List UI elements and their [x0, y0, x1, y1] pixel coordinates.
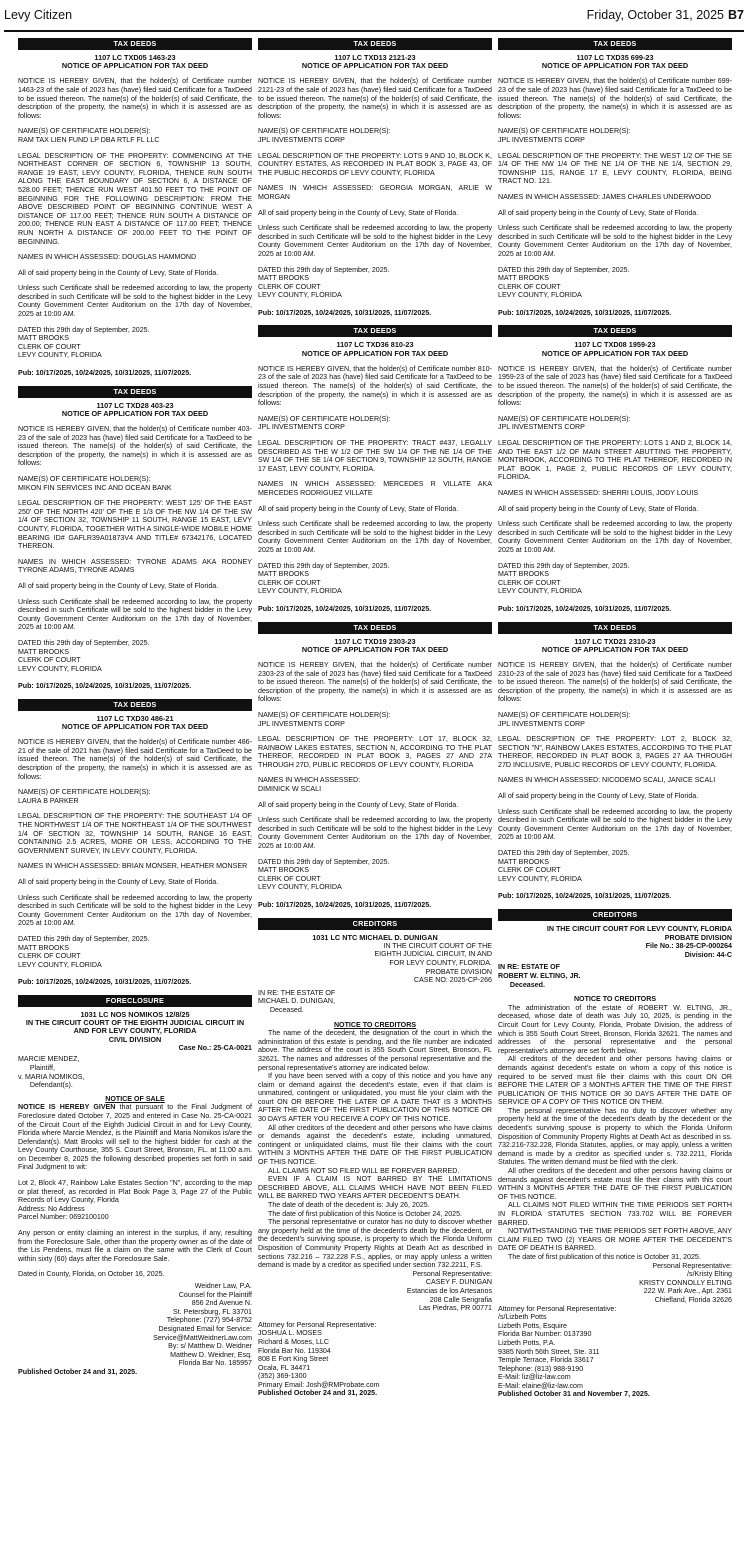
signature-county: LEVY COUNTY, FLORIDA [498, 874, 582, 883]
signature-name: MATT BROOKS [18, 647, 69, 656]
signature-county: LEVY COUNTY, FLORIDA [18, 960, 102, 969]
notice-title: NOTICE OF APPLICATION FOR TAX DEED [301, 644, 449, 654]
intro-text: NOTICE IS HEREBY GIVEN, that the holder(s) of Certificate number 1463-23 [18, 77, 252, 94]
notice-2121 [258, 38, 492, 317]
section-bar: CREDITORS [258, 918, 492, 930]
court-name: IN THE CIRCUIT COURT OF THE EIGHTH JUDICIAL CIRCUIT IN AND FOR LEVY COUNTY, FLORIDA CIVIL DIVISION [25, 1018, 245, 1044]
notice-title: NOTICE OF SALE [105, 1094, 165, 1103]
notice-intro: NOTICE IS HEREBY GIVEN, that the holder(s) of Certificate number 486-21 of the sale of 2021 has (have) filed said Certificate for a TaxDeed to be issued thereon. The name(s) of the holder(s) of said Certificate, the description of the property, the name(s) in which it is assessed are as follows: [18, 738, 252, 781]
personal-representative: Personal Representative: /s/Kristy Elting KRISTY CONNOLLY ELTING 222 W. Park Ave., Apt. 2361 Chiefland, Florida 32626 [639, 1261, 732, 1304]
case-number: 1107 LC TXD05 1463-23 [94, 53, 176, 62]
notice-elting [498, 909, 732, 1399]
notice-title: NOTICE OF APPLICATION FOR TAX DEED [541, 61, 689, 71]
paragraph: The administration of the estate of ROBERT W. ELTING, JR., deceased, whose date of death was July 10, 2025, is pending in the Circuit Court for Levy County, Florida, Probate Division, the address of which is 355 South Court Street, Bronson, Florida 32621. The names and addresses of the personal representative and the personal representative's attorney are set forth below. [498, 1003, 732, 1055]
paragraph: If you have been served with a copy of this notice and you have any claim or demand against the decedent's estate, even if that claim is unmatured, contingent or unliquidated, you must file your claim with the court ON OR BEFORE THE LATER OF A DATE THAT IS 3 MONTHS AFTER THE DATE OF THE FIRST PUBLICATION OF THIS NOTICE OR 30 DAYS AFTER YOU RECEIVE A COPY OF THIS NOTICE. [258, 1072, 492, 1124]
assessed-names: NAMES IN WHICH ASSESSED: JAMES CHARLES UNDERWOOD [498, 192, 712, 201]
lead-text: NOTICE IS HEREBY GIVEN [18, 1103, 116, 1112]
dated: DATED this 29th day of September, 2025. [258, 265, 390, 274]
case-number: 1031 LC NTC MICHAEL D. DUNIGAN [312, 932, 438, 942]
pub-dates: Pub: 10/17/2025, 10/24/2025, 10/31/2025, 11/07/2025. [18, 682, 192, 691]
pub-dates: Pub: 10/17/2025, 10/24/2025, 10/31/2025, 11/07/2025. [498, 604, 672, 613]
notice-intro [258, 77, 492, 120]
dated: DATED this 29th day of September, 2025. [18, 638, 150, 647]
intro-suffix: of the sale of 2023 has (have) filed said Certificate for a TaxDeed to be issued thereon. The name(s) of the holder(s) of said Certificate, the description of the property, the name(s) in which it is assessed are as follows: [258, 669, 492, 704]
county-line: All of said property being in the County of Levy, State of Florida. [258, 800, 459, 809]
signature-county: LEVY COUNTY, FLORIDA [258, 291, 342, 300]
signature-title: CLERK OF COURT [498, 578, 561, 587]
signature-county: LEVY COUNTY, FLORIDA [18, 664, 102, 673]
column-1 [18, 38, 252, 1377]
case-number: 1107 LC TXD30 486-21 [96, 713, 174, 723]
column-3 [498, 38, 732, 1399]
court-name: IN THE CIRCUIT COURT OF THE EIGHTH JUDICIAL CIRCUIT, IN AND FOR LEVY COUNTY, FLORIDA. PROBATE DIVISION CASE NO: 2025-CP-266 [374, 941, 492, 985]
intro-suffix: of the sale of 2023 has (have) filed said Certificate for a TaxDeed to be issued thereon. The name(s) of the holder(s) of said Certificate, the description of the property, the name(s) in which it is assessed are as follows: [498, 669, 732, 704]
notice-title: NOTICE OF APPLICATION FOR TAX DEED [61, 61, 209, 71]
legal-description: LEGAL DESCRIPTION OF THE PROPERTY: LOTS 1 AND 2, BLOCK 14, AND THE EAST 1/2 OF MAIN STREET ABUTTING THE PROPERTY, MONTBROOK, ACCORDING TO THE PLAT THEREOF, RECORDED IN PLAT BOOK 1, PAGE 2, PUBLIC RECORDS OF LEVY COUNTY, FLORIDA. [498, 439, 732, 482]
signature-name: MATT BROOKS [498, 857, 549, 866]
dated: Dated in County, Florida, on October 16, 2025. [18, 1270, 165, 1279]
intro-text: NOTICE IS HEREBY GIVEN, that the holder(s) of Certificate number 2121-23 [258, 77, 492, 94]
assessed-names: NAMES IN WHICH ASSESSED: NICODEMO SCALI, JANICE SCALI [498, 776, 716, 785]
notice-intro [258, 661, 492, 704]
intro-suffix: of the sale of 2023 has (have) filed said Certificate for a TaxDeed to be issued thereon. The name(s) of the holder(s) of said Certificate, the description of the property, the name(s) in which it is assessed are as follows: [258, 373, 492, 408]
holder: NAME(S) OF CERTIFICATE HOLDER(S): LAURA B PARKER [18, 788, 151, 805]
intro-suffix: of the sale of 2023 has (have) filed said Certificate for a TaxDeed to be issued thereon. The name(s) of the holder(s) of said Certificate, the description of the property, the name(s) in which it is assessed are as follows: [258, 86, 492, 120]
notice-title: NOTICE OF APPLICATION FOR TAX DEED [61, 408, 209, 418]
dated: DATED this 29th day of September, 2025. [498, 849, 630, 858]
signature-county: LEVY COUNTY, FLORIDA [258, 883, 342, 892]
signature-name: MATT BROOKS [258, 274, 309, 283]
section-bar: TAX DEEDS [258, 38, 492, 50]
section-bar: TAX DEEDS [498, 325, 732, 337]
section-bar: FORECLOSURE [18, 995, 252, 1007]
pub-dates: Pub: 10/17/2025, 10/24/2025, 10/31/2025, 11/07/2025. [258, 604, 432, 613]
signature-county: LEVY COUNTY, FLORIDA [258, 587, 342, 596]
notice-dunigan [258, 918, 492, 1398]
signature-title: CLERK OF COURT [498, 282, 561, 291]
paragraph: All other creditors of the decedent and other persons having claims or demands against decedent's estate must file their claims with this court WITHIN 3 MONTHS AFTER THE DATE OF THE FIRST PUBLICATION OF THIS NOTICE. [498, 1167, 732, 1201]
issue-date [587, 8, 744, 22]
case-number: 1031 LC NOS NOMIKOS 12/8/25 [80, 1009, 190, 1019]
notice-810 [258, 325, 492, 613]
redeem-text: Unless such Certificate shall be redeemed according to law, the property described in such Certificate will be sold to the highest bidder in the Levy County Government Center Auditorium on the 17th day of November, 2025 at 10:00 AM. [18, 284, 252, 319]
signature-county: LEVY COUNTY, FLORIDA [498, 291, 582, 300]
case-number: 1107 LC TXD35 699-23 [576, 53, 654, 62]
signature-name: MATT BROOKS [498, 570, 549, 579]
legal-description: LEGAL DESCRIPTION OF THE PROPERTY: LOT 17, BLOCK 32, RAINBOW LAKES ESTATES, SECTION N, ACCORDING TO THE PLAT THEREOF, RECORDED IN PLAT BOOK 3, PAGES 27 AND 27A THROUGH 27D, PUBLIC RECORDS OF LEVY COUNTY, FLORIDA [258, 735, 492, 769]
section-bar: TAX DEEDS [258, 622, 492, 634]
holder: NAME(S) OF CERTIFICATE HOLDER(S): JPL INVESTMENTS CORP [498, 127, 631, 144]
county-line: All of said property being in the County of Levy, State of Florida. [498, 792, 699, 801]
signature-title: CLERK OF COURT [18, 952, 81, 961]
notice-2303 [258, 622, 492, 910]
assessed-names: NAMES IN WHICH ASSESSED: MERCEDES R VILLATE AKA MERCEDES RODRIGUEZ VILLATE [258, 480, 492, 497]
section-bar: TAX DEEDS [18, 699, 252, 711]
dated: DATED this 29th day of September, 2025. [498, 265, 630, 274]
paragraph: The date of death of the decedent is: July 26, 2025. [268, 1201, 430, 1210]
redeem-text: Unless such Certificate shall be redeemed according to law, the property described in such Certificate will be sold to the highest bidder in the Levy County Government Center Auditorium on the 17th day of November, 2025 at 10:00 AM. [258, 520, 492, 554]
pub-dates: Pub: 10/17/2025, 10/24/2025, 10/31/2025, 11/07/2025. [258, 308, 432, 317]
redeem-text: Unless such Certificate shall be redeemed according to law, the property described in such Certificate will be sold to the highest bidder in the Levy County Government Center Auditorium on the 17th day of November, 2025 at 10:00 AM. [498, 807, 732, 842]
body-text: that pursuant to the Final Judgment of Foreclosure dated October 7, 2025 and entered in Case No. 25-CA-0021 of the Circuit Court of the Eighth Judicial Circuit in and for Levy County, Florida where Marcie Mendez, is the Plaintiff and Maria Nomikos is/are the Defendant(s). Matt Brooks will sell to the highest bidder for cash at the Levy County Courthouse, 355 S. Court Street, Bronson, FL. at 11:00 a.m. on December 8, 2025 the following described properties set forth in said Final Judgment to wit: [18, 1103, 252, 1172]
county-line: All of said property being in the County of Levy, State of Florida. [18, 878, 219, 886]
assessed-names: NAMES IN WHICH ASSESSED: DOUGLAS HAMMOND [18, 253, 197, 262]
holder: NAME(S) OF CERTIFICATE HOLDER(S): JPL INVESTMENTS CORP [258, 710, 391, 728]
paragraph: The name of the decedent, the designation of the court in which the administration of this estate is pending, and the file number are indicated above. The address of the court is 355 South Court Street, Bronson, FL 32621. The names and addresses of the personal representative and the personal representative's attorney are indicated below. [258, 1029, 492, 1072]
court-name: IN THE CIRCUIT COURT FOR LEVY COUNTY, FLORIDA PROBATE DIVISION File No.: 38-25-CP-000264 Division: 44-C [546, 925, 732, 959]
paragraph: The personal representative has no duty to discover whether any property held at the time of the decedent's death by the decedent or the decedent's surviving spouse is property to which the Florida Uniform Disposition of Community Property Rights at Death Act as described in ss. 732.216-732.228, Florida Statutes, applies, or may apply, unless a written demand is made by a creditor as specified under s. 732.2211, Florida Statutes. The written demand must be filed with the clerk. [498, 1106, 732, 1167]
notice-intro [498, 77, 732, 120]
notice-title: NOTICE OF APPLICATION FOR TAX DEED [61, 722, 209, 732]
section-bar: TAX DEEDS [258, 325, 492, 337]
published: Published October 24 and 31, 2025. [258, 1389, 378, 1398]
signature-title: CLERK OF COURT [258, 578, 321, 587]
holder: NAME(S) OF CERTIFICATE HOLDER(S): JPL INVESTMENTS CORP [498, 414, 631, 432]
notice-1463 [18, 38, 252, 378]
notice-body [18, 1103, 252, 1172]
case-number: 1107 LC TXD21 2310-23 [574, 636, 656, 646]
signature-name: MATT BROOKS [498, 274, 549, 283]
estate-of: IN RE: THE ESTATE OF MICHAEL D. DUNIGAN, Deceased. [258, 988, 336, 1014]
signature-county: LEVY COUNTY, FLORIDA [18, 351, 102, 360]
signature-name: MATT BROOKS [258, 570, 309, 579]
signature-title: CLERK OF COURT [18, 656, 81, 665]
paragraph: NOTWITHSTANDING THE TIME PERIODS SET FORTH ABOVE, ANY CLAIM FILED TWO (2) YEARS OR MORE AFTER THE DECEDENT'S DATE OF DEATH IS BARRED. [498, 1227, 733, 1253]
notice-foreclosure [18, 995, 252, 1377]
county-line: All of said property being in the County of Levy, State of Florida. [498, 208, 699, 217]
notice-intro [18, 77, 252, 120]
notice-2310 [498, 622, 732, 901]
case-number: 1107 LC TXD28 403-23 [96, 400, 174, 410]
paragraph: All other creditors of the decedent and other persons who have claims or demands against the decedent's estate, including unmatured, contingent or unliquidated claims, must file their claims with the court WITHIN 3 MONTHS AFTER THE DATE OF THE FIRST PUBLICATION OF THIS NOTICE. [258, 1123, 492, 1167]
signature-title: CLERK OF COURT [258, 282, 321, 291]
intro-suffix: of the sale of 2023 has (have) filed said Certificate for a TaxDeed to be issued thereon. The name(s) of the holder(s) of said Certificate, the description of the property, the name(s) in which it is assessed are as follows: [18, 86, 252, 120]
published: Published October 31 and November 7, 2025. [498, 1390, 650, 1399]
dated: DATED this 29th day of September, 2025. [258, 857, 390, 866]
county-line: All of said property being in the County of Levy, State of Florida. [258, 504, 459, 513]
case-number: 1107 LC TXD13 2121-23 [334, 53, 416, 62]
redeem-text: Unless such Certificate shall be redeemed according to law, the property described in such Certificate will be sold to the highest bidder in the Levy County Government Center Auditorium on the 17th day of November, 2025 at 10:00 AM. [18, 893, 252, 928]
dated: DATED this 29th day of September, 2025. [498, 561, 630, 570]
holder: NAME(S) OF CERTIFICATE HOLDER(S): RAM TAX LIEN FUND LP DBA RTLF FL LLC [18, 127, 160, 144]
signature-title: CLERK OF COURT [258, 874, 321, 883]
signature-name: MATT BROOKS [18, 943, 69, 952]
personal-representative: Personal Representative: CASEY F. DUNIGAN Estancias de los Artesanos 208 Calle Serigrafia Las Piedras, PR 00771 [406, 1269, 492, 1313]
assessed-names: NAMES IN WHICH ASSESSED: DIMINICK W SCALI [258, 776, 361, 794]
legal-description: LEGAL DESCRIPTION OF THE PROPERTY: COMMENCING AT THE NORTHEAST CORNER OF SECTION 6, TOWNSHIP 13 SOUTH, RANGE 19 EAST, LEVY COUNTY, FLORIDA, THENCE RUN SOUTH ALONG THE EAST BOUNDARY OF SECTION 6, A DISTANCE OF 528.00 FEET; THENCE RUN WEST 401.50 FEET TO THE POINT OF BEGINNING FOR THE FOLLOWING DESCRIPTION: FROM THE ABOVE DESCRIBED POINT OF BEGINNING CONTINUE WEST A DISTANCE OF 117.00 FEET; THENCE RUN SOUTH A DISTANCE OF 200.00; THENCE RUN EAST A DISTANCE OF 117.00 FEET; THENCE RUN NORTH A DISTANCE OF 200.00 FEET TO THE POINT OF BEGINNING. [18, 151, 252, 246]
pub-dates: Pub: 10/17/2025, 10/24/2025, 10/31/2025, 11/07/2025. [258, 901, 432, 909]
county-line: All of said property being in the County of Levy, State of Florida. [258, 208, 459, 217]
section-bar: TAX DEEDS [498, 38, 732, 50]
intro-text: NOTICE IS HEREBY GIVEN, that the holder(s) of Certificate number 2310-23 [498, 660, 732, 678]
section-bar: CREDITORS [498, 909, 732, 921]
section-bar: TAX DEEDS [18, 38, 252, 50]
section-bar: TAX DEEDS [18, 386, 252, 398]
redeem-text: Unless such Certificate shall be redeemed according to law, the property described in such Certificate will be sold to the highest bidder in the Levy County Government Center Auditorium on the 17th day of November, 2025 at 10:00 AM. [258, 816, 492, 851]
intro-text: NOTICE IS HEREBY GIVEN, that the holder(s) of Certificate number 403-23 [18, 425, 252, 442]
attorney: Attorney for Personal Representative: /s/Lizbeth Potts Lizbeth Potts, Esquire Florida Bar Number: 0137390 Lizbeth Potts, P.A. 9385 North 56th Street, Ste. 311 Temple Terrace, Florida 33617 Telephone: (813) 988-9190 E-Mail: liz@liz-law.com E-Mail: elaine@liz-law.com [498, 1304, 617, 1390]
legal-description: LEGAL DESCRIPTION OF THE PROPERTY: LOTS 9 AND 10, BLOCK K, COUNTRY ESTATES, AS RECORDED IN PLAT BOOK 3, PAGE 43, OF THE PUBLIC RECORDS OF LEVY COUNTY, FLORIDA [258, 151, 492, 177]
legal-description: LEGAL DESCRIPTION OF THE PROPERTY: TRACT #437, LEGALLY DESCRIBED AS THE W 1/2 OF THE SW 1/4 OF THE NE 1/4 OF THE SW 1/4 OF THE SE 1/4 OF SECTION 9, TOWNSHIP 12 SOUTH, RANGE 17 EAST, LEVY COUNTY, FLORIDA. [258, 439, 492, 473]
pub-dates: Pub: 10/17/2025, 10/24/2025, 10/31/2025, 11/07/2025. [498, 892, 672, 901]
paragraph: ALL CLAIMS NOT FILED WITHIN THE TIME PERIODS SET FORTH IN FLORIDA STATUTES SECTION 733.702 WILL BE FOREVER BARRED. [498, 1201, 732, 1227]
legal-description: LEGAL DESCRIPTION OF THE PROPERTY: THE SOUTHEAST 1/4 OF THE NORTHWEST 1/4 OF THE NORTHEAST 1/4 OF THE SOUTHWEST 1/4 OF SECTION 32, TOWNSHIP 14 SOUTH, RANGE 16 EAST, CONTAINING 2.5 ACRES, MORE OR LESS, ACCORDING TO THE GOVERNMENT SURVEY, IN LEVY COUNTY, FLORIDA. [18, 812, 252, 855]
case-no: Case No.: 25-CA-0021 [178, 1043, 252, 1052]
paragraph: ALL CLAIMS NOT SO FILED WILL BE FOREVER BARRED. [268, 1166, 460, 1175]
surplus-text: Any person or entity claiming an interest in the surplus, if any, resulting from the Foreclosure Sale, other than the property owner as of the date of the Lis Pendens, must file a claim on the same with the Clerk of Court within sixty (60) days after the Foreclosure Sale. [18, 1229, 252, 1263]
county-line: All of said property being in the County of Levy, State of Florida. [498, 504, 699, 513]
redeem-text: Unless such Certificate shall be redeemed according to law, the property described in such Certificate will be sold to the highest bidder in the Levy County Government Center Auditorium on the 17th day of November, 2025 at 10:00 AM. [258, 224, 492, 258]
notice-intro [498, 365, 732, 408]
intro-text: NOTICE IS HEREBY GIVEN, that the holder(s) of Certificate number 2303-23 [258, 660, 492, 678]
notice-intro [498, 661, 732, 704]
signature-title: CLERK OF COURT [498, 866, 561, 875]
holder: NAME(S) OF CERTIFICATE HOLDER(S): JPL INVESTMENTS CORP [258, 127, 391, 144]
column-2 [258, 38, 492, 1398]
redeem-text: Unless such Certificate shall be redeemed according to law, the property described in such Certificate will be sold to the highest bidder in the Levy County Government Center Auditorium on the 17th day of November, 2025 at 10:00 AM. [18, 597, 252, 632]
intro-suffix: of the sale of 2023 has (have) filed said Certificate for a TaxDeed to be issued thereon. The name(s) of the holder(s) of said Certificate, the description of the property, the name(s) in which it is assessed are as follows: [18, 433, 252, 468]
notice-title: NOTICE OF APPLICATION FOR TAX DEED [541, 348, 689, 358]
notice-title: NOTICE TO CREDITORS [573, 995, 657, 1004]
signature-title: CLERK OF COURT [18, 342, 81, 351]
case-number: 1107 LC TXD19 2303-23 [334, 636, 416, 646]
page-number: B7 [728, 8, 744, 22]
case-number: 1107 LC TXD08 1959-23 [574, 340, 656, 350]
holder: NAME(S) OF CERTIFICATE HOLDER(S): JPL INVESTMENTS CORP [498, 710, 631, 728]
masthead [4, 8, 744, 30]
notice-intro [18, 425, 252, 468]
intro-text: NOTICE IS HEREBY GIVEN, that the holder(s) of Certificate number 699-23 [498, 77, 732, 94]
intro-text: NOTICE IS HEREBY GIVEN, that the holder(s) of Certificate number 1959-23 [498, 364, 732, 382]
parties: MARCIE MENDEZ, Plaintiff, v. MARIA NOMIKOS, Defendant(s). [18, 1055, 85, 1090]
pub-dates: Pub: 10/17/2025, 10/24/2025, 10/31/2025, 11/07/2025. [18, 369, 192, 378]
assessed-names: NAMES IN WHICH ASSESSED: BRIAN MONSER, HEATHER MONSER [18, 862, 248, 871]
county-line: All of said property being in the County of Levy, State of Florida. [18, 268, 219, 277]
attorney-signature: Weidner Law, P.A. Counsel for the Plaintiff 856 2nd Avenue N. St. Petersburg, FL 33701 Telephone: (727) 954-8752 Designated Email for Service: Service@MattWeidnerLaw.com By: s/ Matthew D. Weidner Matthew D. Weidner, Esq. Florida Bar No. 185957 [153, 1282, 252, 1368]
paragraph: All creditors of the decedent and other persons having claims or demands against decedent's estate on whom a copy of this notice is required to be served must file their claims with this court ON OR BEFORE THE LATER OF 3 MONTHS AFTER THE TIME OF THE FIRST PUBLICATION OF THIS NOTICE OR 30 DAYS AFTER THE DATE OF SERVICE OF A COPY OF THIS NOTICE ON THEM. [498, 1055, 732, 1107]
pub-dates: Pub: 10/17/2025, 10/24/2025, 10/31/2025, 11/07/2025. [498, 308, 672, 317]
notice-title: NOTICE OF APPLICATION FOR TAX DEED [301, 348, 449, 358]
assessed-names: NAMES IN WHICH ASSESSED: SHERRI LOUIS, JODY LOUIS [498, 489, 699, 497]
section-bar: TAX DEEDS [498, 622, 732, 634]
notice-486 [18, 699, 252, 987]
attorney: Attorney for Personal Representative: JOSHUA L. MOSES Richard & Moses, LLC Florida Bar No. 119304 808 E Fort King Street Ocala, FL 34471 (352) 369-1300 Primary Email: Josh@RMProbate.com [258, 1320, 380, 1389]
notice-title: NOTICE OF APPLICATION FOR TAX DEED [541, 644, 689, 654]
top-rule [4, 30, 744, 32]
signature-name: MATT BROOKS [18, 334, 69, 343]
dated: DATED this 29th day of September, 2025. [258, 561, 390, 570]
paragraph: The date of first publication of this notice is October 31, 2025. [508, 1252, 701, 1261]
holder: NAME(S) OF CERTIFICATE HOLDER(S): MIKON FIN SERVICES INC AND OCEAN BANK [18, 475, 172, 492]
pub-dates: Pub: 10/17/2025, 10/24/2025, 10/31/2025, 11/07/2025. [18, 978, 192, 987]
legal-description: LEGAL DESCRIPTION OF THE PROPERTY: THE WEST 1/2 OF THE SE 1/4 OF THE NW 1/4 OF THE NE 1/4 OF THE NE 1/4, SECTION 29, TOWNSHIP 11S, RANGE 17 E, LEVY COUNTY, FLORIDA, BEING TRACT NO. 121. [498, 151, 732, 186]
assessed-names: NAMES IN WHICH ASSESSED: GEORGIA MORGAN, ARLIE W MORGAN [258, 184, 492, 201]
legal-description: LEGAL DESCRIPTION OF THE PROPERTY: LOT 2, BLOCK 32, SECTION "N", RAINBOW LAKES ESTATES, ACCORDING TO THE PLAT THEREOF, RECORDED IN PLAT BOOK 3, PAGES 27 AA THROUGH 27D INCLUSIVE, PUBLIC RECORDS OF LEVY COUNTY, FLORIDA. [498, 735, 732, 769]
dated: DATED this 29th day of September, 2025. [18, 325, 150, 334]
dated: DATED this 29th day of September, 2025. [18, 934, 150, 943]
estate-of: IN RE: ESTATE OF ROBERT W. ELTING, JR. Deceased. [498, 963, 581, 989]
intro-suffix: of the sale of 2023 has (have) filed said Certificate for a TaxDeed to be issued thereon. The name(s) of the holder(s) of said Certificate, the description of the property, the name(s) in which it is assessed are as follows: [498, 373, 732, 408]
notice-intro [258, 365, 492, 408]
notice-403 [18, 386, 252, 691]
notice-title: NOTICE TO CREDITORS [333, 1020, 417, 1029]
lot-description: Lot 2, Block 47, Rainbow Lake Estates Section "N", according to the map or plat thereof, as recorded in Plat Book Page 3, Page 27 of the Public Records of Levy County, Florida Address: No Address Parcel Number: 0692100100 [18, 1179, 252, 1222]
redeem-text: Unless such Certificate shall be redeemed according to law, the property described in such Certificate will be sold to the highest bidder in the Levy County Government Center Auditorium on the 17th day of November, 2025 at 10:00 AM. [498, 520, 732, 554]
intro-text: NOTICE IS HEREBY GIVEN, that the holder(s) of Certificate number 810-23 [258, 364, 492, 382]
paragraph: EVEN IF A CLAIM IS NOT BARRED BY THE LIMITATIONS DESCRIBED ABOVE, ALL CLAIMS WHICH HAVE NOT BEEN FILED WILL BE BARRED TWO YEARS AFTER DECEDENT'S DEATH. [258, 1175, 492, 1201]
signature-name: MATT BROOKS [258, 866, 309, 875]
holder: NAME(S) OF CERTIFICATE HOLDER(S): JPL INVESTMENTS CORP [258, 414, 391, 432]
notice-title: NOTICE OF APPLICATION FOR TAX DEED [301, 61, 449, 71]
notice-1959 [498, 325, 732, 613]
legal-description: LEGAL DESCRIPTION OF THE PROPERTY: WEST 125' OF THE EAST 250' OF THE NORTH 420' OF THE E 1/3 OF THE NW 1/4 OF THE SW 1/4 OF SECTION 32, TOWNSHIP 11 SOUTH, RANGE 15 EAST, LEVY COUNTY, FLORIDA, TOGETHER WITH A SINGLE-WIDE MOBILE HOME BEARING ID# GAFLR39A01873V4 AND TITLE# 67342176, LOCATED THEREON. [18, 499, 252, 551]
published: Published October 24 and 31, 2025. [18, 1367, 138, 1376]
intro-suffix: of the sale of 2023 has (have) filed said Certificate for a TaxDeed to be issued thereon. The name(s) of the holder(s) of said Certificate, the description of the property, the name(s) in which it is assessed are as follows: [498, 86, 732, 120]
signature-county: LEVY COUNTY, FLORIDA [498, 587, 582, 596]
notice-699 [498, 38, 732, 317]
paragraph: The personal representative or curator has no duty to discover whether any property held at the time of the decedent's death by the decedent, or the decedent's surviving spouse, is property to which the Florida Uniform Disposition of Community Property Rights at Death Act as described in sections 732.216 – 732.228 F.S., applies, or may apply unless a written demand is made by a creditor as specified under section 732.2211, F.S. [258, 1218, 492, 1270]
paper-name: Levy Citizen [4, 8, 73, 22]
county-line: All of said property being in the County of Levy, State of Florida. [18, 581, 219, 590]
case-number: 1107 LC TXD36 810-23 [336, 340, 414, 350]
date-text: Friday, October 31, 2025 [586, 8, 725, 22]
assessed-names: NAMES IN WHICH ASSESSED: TYRONE ADAMS AKA RODNEY TYRONE ADAMS, TYRONE ADAMS [18, 557, 252, 575]
redeem-text: Unless such Certificate shall be redeemed according to law, the property described in such Certificate will be sold to the highest bidder in the Levy County Government Center Auditorium on the 17th day of November, 2025 at 10:00 AM. [498, 224, 732, 258]
paragraph: The date of first publication of this Notice is October 24, 2025. [268, 1209, 463, 1218]
